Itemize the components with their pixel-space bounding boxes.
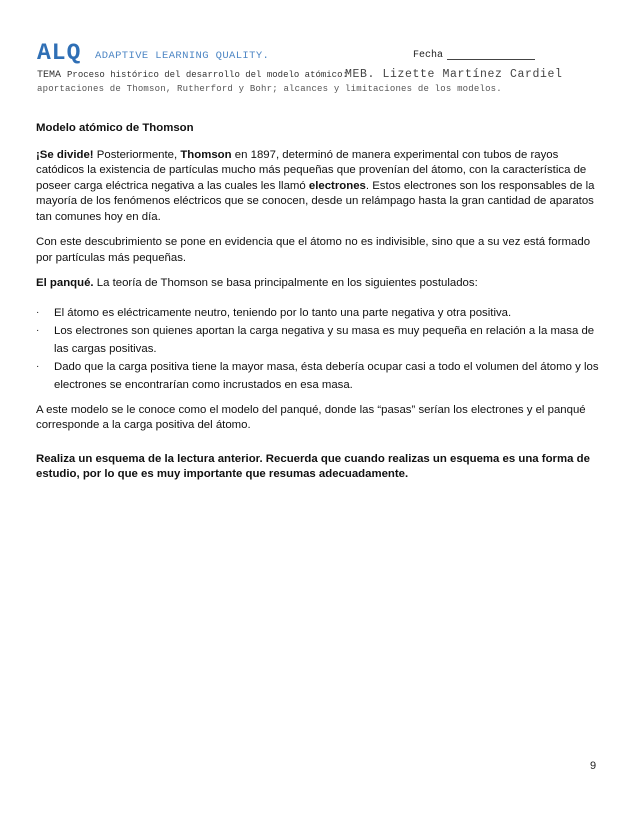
fecha-blank-line <box>447 59 535 60</box>
topic-subtitle: aportaciones de Thomson, Rutherford y Bohr; alcances y limitaciones de los modelos. <box>37 84 502 94</box>
page-header <box>37 40 607 94</box>
list-item <box>36 358 602 394</box>
thomson-name: Thomson <box>180 148 232 161</box>
text-run: en 1897, determinó de manera experimental con tubos de rayos catódicos la existencia de partículas mucho más pequeñas que provenían del átomo, con la característica de poseer carga eléctrica negativa a las cuales les llamó <box>36 148 587 192</box>
text-run: . Estos electrones son los responsables de la mayoría de los fenómenos eléctricos que se conocen, desde un relámpago hasta la gran cantidad de aparatos tan comunes hoy en día. <box>36 179 595 223</box>
paragraph-thomson-discovery <box>36 148 602 226</box>
bullet-glyph: · <box>36 360 40 372</box>
topic <box>37 70 348 81</box>
fecha-label: Fecha <box>413 50 444 61</box>
bullet-text: Los electrones son quienes aportan la carga negativa y su masa es muy pequeña en relación a la masa de las cargas positivas. <box>54 324 595 355</box>
document-body <box>36 121 602 493</box>
tema-text: Proceso histórico del desarrollo del modelo atómico: <box>67 70 348 80</box>
text-run: La teoría de Thomson se basa principalmente en los siguientes postulados: <box>93 277 478 289</box>
list-item <box>36 304 602 322</box>
teacher-name: MEB. Lizette Martínez Cardiel <box>345 68 563 81</box>
paragraph-divisible-atom: Con este descubrimiento se pone en evidencia que el átomo no es indivisible, sino que a su vez está formado por partículas más pequeñas. <box>36 236 591 264</box>
bullet-glyph: · <box>36 324 40 336</box>
text-run: Posteriormente, <box>93 148 181 161</box>
lead-se-divide: ¡Se divide! <box>36 148 94 161</box>
page-number: 9 <box>590 760 597 772</box>
section-title: Modelo atómico de Thomson <box>36 122 194 134</box>
header-topic-row <box>37 68 607 84</box>
tagline: ADAPTIVE LEARNING QUALITY. <box>95 50 270 62</box>
header-top-row <box>37 40 607 66</box>
alq-logo: ALQ <box>37 40 82 66</box>
bullet-glyph: · <box>36 306 40 318</box>
assignment-instruction: Realiza un esquema de la lectura anterior. Recuerda que cuando realizas un esquema es una forma de estudio, por lo que es muy importante que resumas adecuadamente. <box>36 452 590 480</box>
bullet-text: El átomo es eléctricamente neutro, teniendo por lo tanto una parte negativa y otra positiva. <box>54 306 512 319</box>
list-item <box>36 322 602 358</box>
electrones-term: electrones <box>308 179 366 192</box>
bullet-text: Dado que la carga positiva tiene la mayor masa, ésta debería ocupar casi a todo el volumen del átomo y los electrones se encontrarían como incrustados en esa masa. <box>54 360 599 391</box>
tema-label: TEMA <box>37 70 62 81</box>
lead-panque: El panqué. <box>36 277 94 289</box>
paragraph-panque-model: A este modelo se le conoce como el modelo del panqué, donde las “pasas” serían los electrones y el panqué corresponde a la carga positiva del átomo. <box>36 403 586 431</box>
paragraph-panque-intro <box>36 276 602 292</box>
